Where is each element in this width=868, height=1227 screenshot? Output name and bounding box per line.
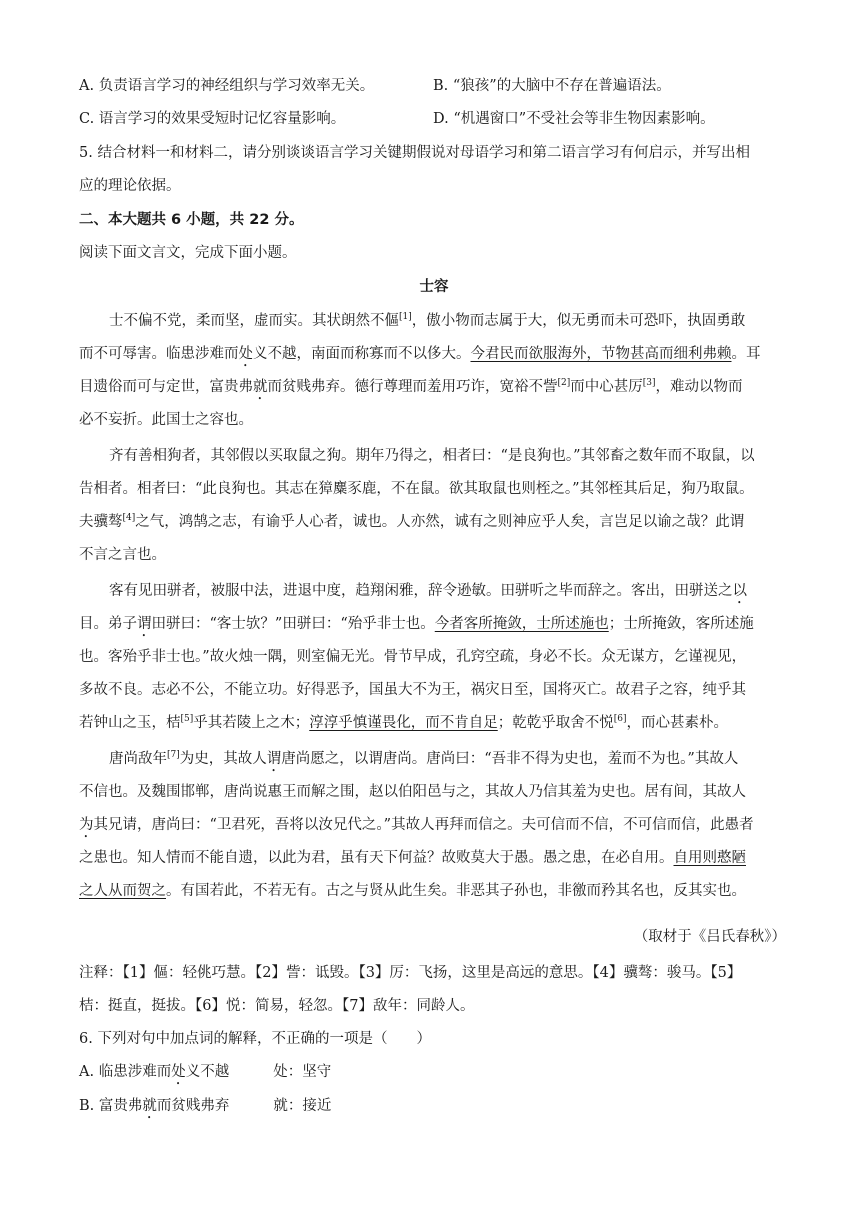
passage-line: 为其兄请，唐尚曰：“卫君死，吾将以汝兄代之。”其故人再拜而信之。夫可信而不信，不可信而信，此愚者 — [79, 817, 754, 833]
passage-line: 之患也。知人情而不能自遗，以此为君，虽有天下何益？故败莫大于愚。愚之患，在必自用。自用则憨陋 — [79, 850, 746, 866]
notes-line-1: 注释：【1】傴：轻佻巧慧。【2】訾：诋毁。【3】厉：飞扬，这里是高远的意思。【4】骥骜：骏马。【5】 — [79, 965, 742, 981]
dotted-word: 谓 — [137, 616, 152, 632]
passage-line: 多故不良。志必不公，不能立功。好得恶予，国虽大不为王，祸灾日至，国将灭亡。故君子之容，纯乎其 — [79, 682, 746, 698]
q4-option-b[interactable]: B. “狼孩”的大脑中不存在普遍语法。 — [433, 78, 671, 94]
passage-line: 之人从而贺之。有国若此，不若无有。古之与贤从此生矣。非恶其子孙也，非徼而矜其名也，反其实也。 — [79, 883, 746, 899]
underlined-sentence: 今君民而欲服海外，节物甚高而细利弗赖 — [470, 346, 732, 362]
underlined-sentence: 今者客所掩敛，士所述施也 — [434, 616, 609, 632]
passage-line: 而不可辱害。临患涉难而处义不越，南面而称寡而不以侈大。今君民而欲服海外，节物甚高而细利弗赖。耳 — [79, 346, 761, 362]
passage-line: 必不妄折。此国士之容也。 — [79, 412, 253, 428]
dotted-word: 谓 — [266, 751, 282, 767]
q6-option-b[interactable]: B. 富贵弗就而贫贱弗弃 就：接近 — [79, 1098, 332, 1114]
passage-line: 也。客殆乎非士也。”故火烛一隅，则室偏无光。骨节早成，孔窍空疏，身必不长。众无谋方，乞谨视见， — [79, 649, 747, 665]
q6-stem: 6. 下列对句中加点词的解释，不正确的一项是（ ） — [79, 1031, 431, 1047]
section-instruction: 阅读下面文言文，完成下面小题。 — [79, 245, 297, 261]
passage-line: 不信也。及魏围邯郸，唐尚说惠王而解之围，赵以伯阳邑与之，其故人乃信其羞为史也。居有间，其故人 — [79, 784, 746, 800]
q4-option-c[interactable]: C. 语言学习的效果受短时记忆容量影响。 — [79, 111, 346, 127]
passage-line: 不言之言也。 — [79, 547, 166, 563]
dotted-word: 为 — [79, 817, 94, 833]
q5-line-2: 应的理论依据。 — [79, 178, 181, 194]
note-marker: [5] — [180, 714, 194, 724]
section-heading: 二、本大题共 6 小题，共 22 分。 — [79, 212, 304, 228]
dotted-word: 就 — [142, 1098, 157, 1114]
passage-source: （取材于《吕氏春秋》） — [633, 929, 786, 945]
underlined-sentence: 之人从而贺之 — [79, 883, 166, 899]
underlined-sentence: 淳淳乎慎谨畏化，而不肯自足 — [309, 715, 498, 731]
passage-line: 齐有善相狗者，其邻假以买取鼠之狗。期年乃得之，相者曰：“是良狗也。”其邻畜之数年而不取鼠，以 — [109, 448, 755, 464]
dotted-word: 处 — [171, 1064, 186, 1080]
passage-line: 若钟山之玉，桔[5]乎其若陵上之木；淳淳乎慎谨畏化，而不肯自足；乾乾乎取舍不悦[6]，而心甚素朴。 — [79, 714, 728, 731]
q6-option-a[interactable]: A. 临患涉难而处义不越 处：坚守 — [79, 1064, 332, 1080]
dotted-word: 就 — [253, 379, 268, 395]
note-marker: [4] — [122, 513, 136, 523]
q5-line-1: 5. 结合材料一和材料二，请分别谈谈语言学习关键期假说对母语学习和第二语言学习有何启示，并写出相 — [79, 145, 750, 161]
dotted-word: 以 — [732, 583, 747, 599]
note-marker: [2] — [557, 378, 571, 388]
passage-line: 告相者。相者曰：“此良狗也。其志在獐麋豕鹿，不在鼠。欲其取鼠也则桎之。”其邻桎其后足，狗乃取鼠。 — [79, 481, 754, 497]
underlined-sentence: 自用则憨陋 — [673, 850, 746, 866]
note-marker: [7] — [167, 750, 180, 760]
q4-option-a[interactable]: A. 负责语言学习的神经组织与学习效率无关。 — [79, 78, 375, 94]
passage-line: 士不偏不党，柔而坚，虚而实。其状朗然不傴[1]，傲小物而志属于大，似无勇而未可恐吓，执固勇敢 — [109, 312, 746, 329]
passage-title: 士容 — [419, 279, 449, 295]
notes-line-2: 桔：挺直，挺拔。【6】悦：简易，轻忽。【7】敌年：同龄人。 — [79, 998, 475, 1014]
dotted-word: 处 — [238, 346, 253, 362]
note-marker: [1] — [399, 312, 412, 322]
q4-option-d[interactable]: D. “机遇窗口”不受社会等非生物因素影响。 — [433, 111, 715, 127]
note-marker: [3] — [642, 378, 656, 388]
passage-line: 目。弟子谓田骈曰：“客士欤？”田骈曰：“殆乎非士也。今者客所掩敛，士所述施也；士所掩敛，客所述施 — [79, 616, 754, 632]
note-marker: [6] — [613, 714, 627, 724]
passage-line: 目遗俗而可与定世，富贵弗就而贫贱弗弃。德行尊理而羞用巧诈，宽裕不訾[2]而中心甚厉[3]，难动以物而 — [79, 378, 743, 395]
passage-line: 夫骥骜[4]之气，鸿鹄之志，有谕乎人心者，诚也。人亦然，诚有之则神应乎人矣，言岂足以谕之哉？此谓 — [79, 513, 745, 530]
passage-line: 客有见田骈者，被服中法，进退中度，趋翔闲雅，辞令逊敏。田骈听之毕而辞之。客出，田骈送之以 — [109, 583, 747, 599]
passage-line: 唐尚敌年[7]为史，其故人谓唐尚愿之，以谓唐尚。唐尚曰：“吾非不得为史也，羞而不为也。”其故人 — [109, 750, 739, 767]
